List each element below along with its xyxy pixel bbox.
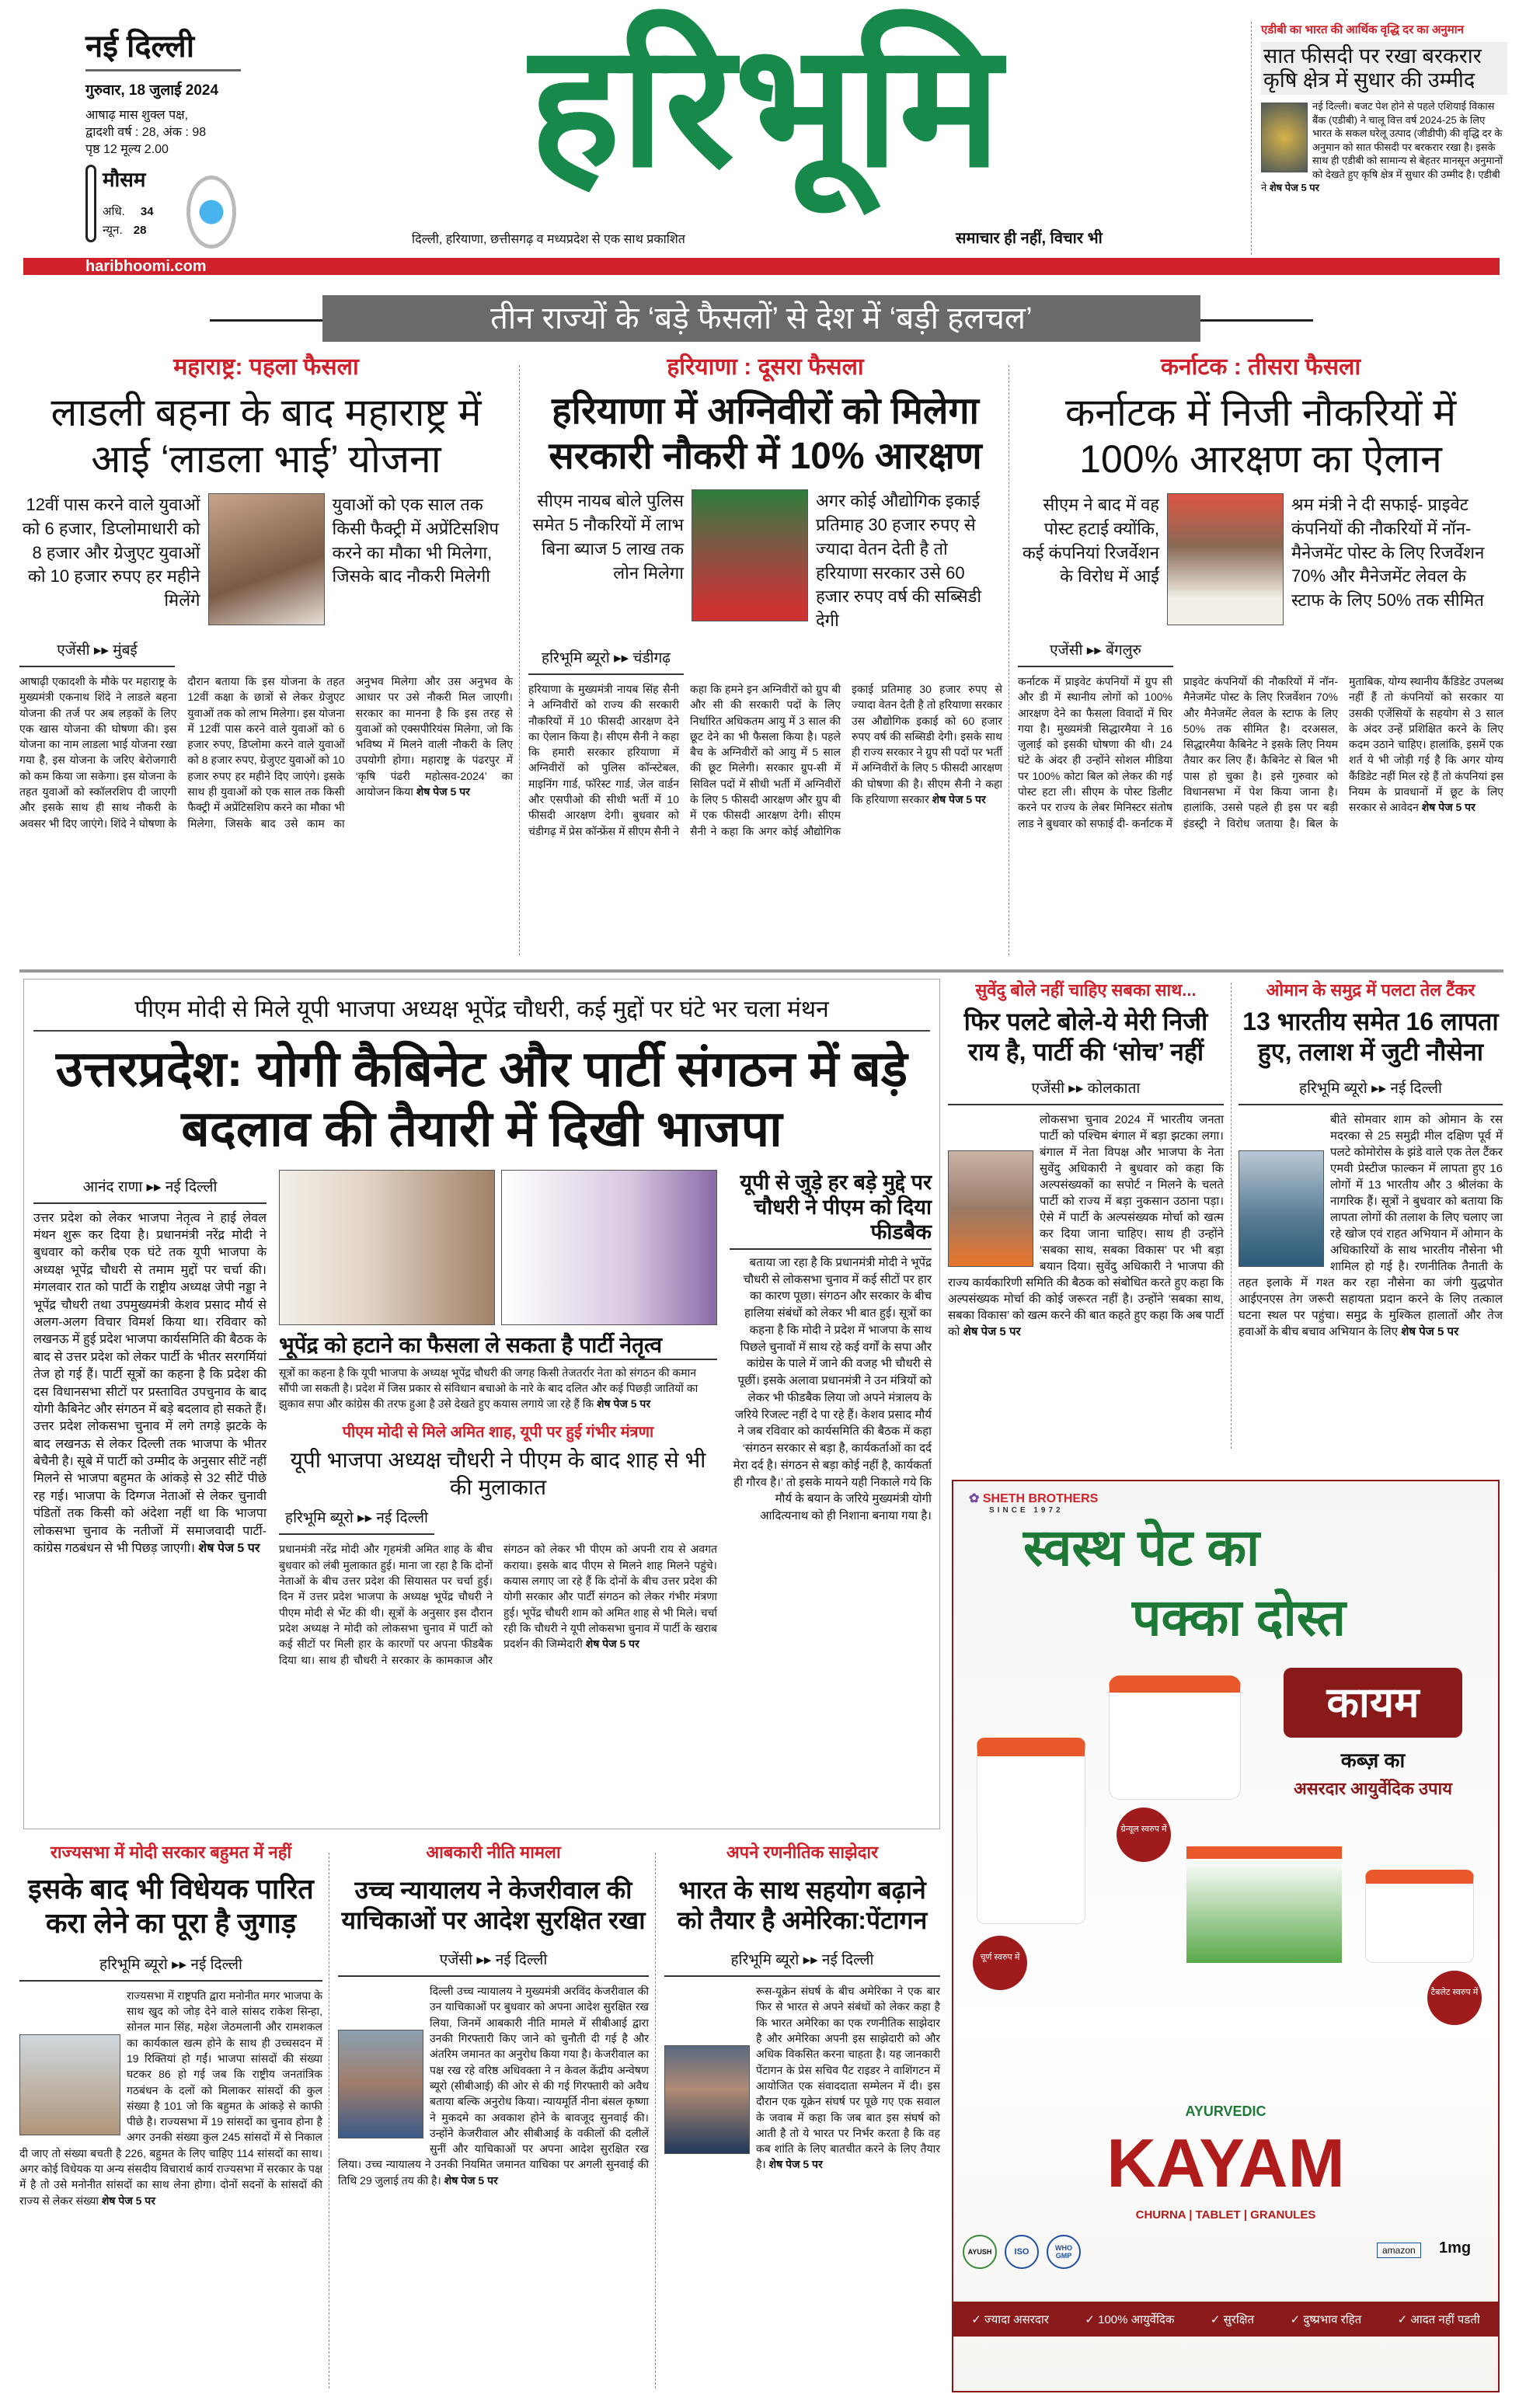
brief-suvendu — [948, 980, 1224, 1340]
story-body: लोकसभा चुनाव 2024 में भारतीय जनता पार्टी को पश्चिम बंगाल में बड़ा झटका लगा। बंगाल में नेता विपक्ष और भाजपा के नेता सुवेंदु अधिकारी ने बुधवार को कहा कि अल्पसंख्यकों का सपोर्ट न मिलने के चलते पार्टी को राज्य में बड़ा नुकसान उठाना पड़ा। ऐसे में पार्टी के अल्पसंख्यक मोर्चा को खत्म कर दिया जाना चाहिए। साथ ही उन्होंने ‘सबका साथ, सबका विकास’ पर भी बड़ा बयान दिया। सुवेंदु अधिकारी ने भाजपा की राज्य कार्यकारिणी समिति की बैठक को संबोधित करते हुए कहा कि अल्पसंख्यक मोर्चा की कोई जरूरत नहीं है। उन्होंने ‘सबका साथ, सबका विकास’ को खत्म करने की बात कहते हुए कहा कि अब पार्टी को शेष पेज 5 पर — [948, 1113, 1224, 1339]
ad-headline: पक्का दोस्त — [1132, 1589, 1347, 1646]
product-granules-jar — [1109, 1676, 1241, 1800]
story-body: दिल्ली उच्च न्यायालय ने मुख्यमंत्री अरविंद केजरीवाल की उन याचिकाओं पर बुधवार को अपना आदेश सुरक्षित रख लिया, जिनमें आबकारी नीति मामले में सीबीआई द्वारा उनकी गिरफ्तारी किए जाने को चुनौती दी गई है और अंतरिम जमानत का अनुरोध किया गया है। केजरीवाल का पक्ष रख रहे वरिष्ठ अधिवक्ता ने न केवल केंद्रीय अन्वेषण ब्यूरो (सीबीआई) की ओर से की गई गिरफ्तारी को अवैध बताया बल्कि अनुरोध किया। न्यायमूर्ति नीना बंसल कृष्णा ने मुकदमे का अवकाश होने के बावजूद सुनवाई की। उन्होंने केजरीवाल और सीबीआई के वकीलों की दलीलें सुनीं और याचिकाओं पर अपना आदेश सुरक्षित रख लिया। उच्च न्यायालय ने उनकी नियमित जमानत याचिका पर अगली सुनवाई की तिथि 29 जुलाई तय की है। शेष पेज 5 पर — [338, 1985, 649, 2187]
story-kicker: राज्यसभा में मोदी सरकार बहुमत में नहीं — [50, 1843, 292, 1862]
story-kicker: आबकारी नीति मामला — [426, 1843, 561, 1862]
photo-modi-chaudhary — [279, 1170, 495, 1325]
story-deck: सीएम ने बाद में वह पोस्ट हटाई क्योंकि, कई कंपनियां रिजर्वेशन के विरोध में आईं — [1022, 495, 1159, 586]
continued-link[interactable]: शेष पेज 5 पर — [1401, 1325, 1459, 1339]
story-kicker: ओमान के समुद्र में पलटा तेल टैंकर — [1266, 980, 1475, 1000]
badge-churna: चूर्ण स्वरुप में — [973, 1936, 1027, 1990]
issue-number: द्वादशी वर्ष : 28, अंक : 98 — [85, 126, 207, 139]
ad-brand-hindi: कायम — [1284, 1668, 1462, 1738]
bottom-story-kejriwal — [338, 1843, 649, 2188]
continued-link[interactable]: शेष पेज 5 पर — [198, 1542, 260, 1556]
benefit-item: ✓ 100% आयुर्वेदिक — [1085, 2312, 1175, 2326]
column-divider — [655, 1853, 656, 2389]
weather-label: मौसम — [103, 168, 146, 191]
sub-body: सूत्रों का कहना है कि यूपी भाजपा के अध्यक्ष भूपेंद्र चौधरी की जगह किसी तेजतर्रार नेता को संगठन की कमान सौंपी जा सकती है। प्रदेश में जिस प्रकार से संविधान बचाओ के नारे के बाद दलित और कई पिछड़ी जातियों का झुकाव सपा और कांग्रेस की तरफ हुआ है उसे देखते हुए कयास लगाये जा रहे हैं कि शेष पेज 5 पर — [279, 1366, 699, 1411]
max-temp: 34 — [140, 205, 154, 218]
ad-tagline: कब्ज़ का — [1340, 1749, 1406, 1772]
ear-body: नई दिल्ली। बजट पेश होने से पहले एशियाई विकास बैंक (एडीबी) ने चालू वित्त वर्ष 2024-25 के लिए भारत के सकल घरेलू उत्पाद (जीडीपी) की वृद्धि दर के अनुमान को सात फीसदी पर बरकरार रखा है। इसके साथ ही एडीबी को सामान्य से बेहतर मानसून अनुमानों को देखते हुए कृषि क्षेत्र में सुधार की उम्मीद है। एडीबी ने शेष पेज 5 पर — [1261, 100, 1503, 194]
gmp-badge-icon: WHO GMP — [1047, 2235, 1081, 2269]
state-story-karnataka — [1018, 353, 1503, 831]
story-body: कर्नाटक में प्राइवेट कंपनियों में ग्रुप सी और डी में स्थानीय लोगों को 100% आरक्षण देने का फैसला विवादों में घिर गया है। मुख्यमंत्री सिद्धारमैया ने 16 जुलाई को इसकी घोषणा की थी। 24 घंटे के अंदर ही उन्होंने सोशल मीडिया पर 100% कोटा बिल को लेकर की गई पोस्ट हटा ली। सीएम के पोस्ट डिलीट करने पर राज्य के लेबर मिनिस्टर संतोष लाड ने बुधवार को सफाई दी- कर्नाटक में प्राइवेट कंपनियों की नौकरियों में नॉन-मैनेजमेंट पोस्ट के लिए रिजर्वेशन 70% और मैनेजमेंट लेवल के स्टाफ के लिए 50% तक सीमित है। दरअसल, सिद्धारमैया कैबिनेट ने इसके लिए नियम तैयार कर लिए हैं। कैबिनेट से बिल भी पास हो चुका है। इसे गुरुवार को विधानसभा में पेश किया जाना है। हालांकि, उससे पहले ही इस पर बड़ी इंडस्ट्री ने विरोध जताया है। बिल के मुताबिक, योग्य स्थानीय कैंडिडेट उपलब्ध नहीं हैं तो कंपनियों को सरकार या उसकी एजेंसियों के सहयोग से 3 साल के अंदर उन्हें प्रशिक्षित करने के लिए कदम उठाने चाहिए। हालांकि, इसमें एक शर्त ये भी जोड़ी गई है कि अगर योग्य कैंडिडेट नहीं मिल रहे हैं तो कंपनियां इस नियम के प्रावधानों में छूट के लिए सरकार से आवेदन शेष पेज 5 पर — [1018, 675, 1503, 830]
ear-kicker: एडीबी का भारत की आर्थिक वृद्धि दर का अनुमान — [1261, 23, 1464, 37]
lead-body: उत्तर प्रदेश को लेकर भाजपा नेतृत्व ने हाई लेवल मंथन शुरू कर दिया है। प्रधानमंत्री नरेंद्र मोदी ने बुधवार को करीब एक घंटे तक यूपी भाजपा के अध्यक्ष भूपेंद्र चौधरी से तमाम मुद्दों पर चर्चा की। मंगलवार रात को पार्टी के राष्ट्रीय अध्यक्ष जेपी नड्डा ने भूपेंद्र चौधरी तथा उपमुख्यमंत्री केशव प्रसाद मौर्य से अलग-अलग विचार विमर्श किया था। रविवार को लखनऊ में हुई प्रदेश भाजपा कार्यसमिति की बैठक के बाद से उत्तर प्रदेश को लेकर पार्टी के भीतर सरगर्मियां तेज हो गई हैं। पार्टी सूत्रों का कहना है कि प्रदेश की दस विधानसभा सीटों पर प्रस्तावित उपचुनाव के बाद योगी कैबिनेट और संगठन में बड़े बदलाव हो सकते हैं। उत्तर प्रदेश लोकसभा चुनाव में लगे तगड़े झटके के बाद लखनऊ से लेकर दिल्ली तक भाजपा के भीतर बेचैनी है। सूबे में पार्टी को उम्मीद के अनुसार सीटें नहीं मिलने से भाजपा बहुमत के आंकड़े से 32 सीटें पीछे रह गई। भाजपा के दिग्गज नेताओं से लेकर चुनावी पंडितों तक किसी को अंदेशा नहीं था कि भाजपा लोकसभा चुनाव के नतीजों में समाजवादी पार्टी-कांग्रेस गठबंधन से भी पिछड़ जाएगी। शेष पेज 5 पर — [33, 1211, 267, 1556]
photo-nayab-saini — [692, 489, 808, 621]
cloud-icon — [186, 176, 236, 249]
brief-oman-tanker — [1239, 980, 1503, 1340]
max-label: अधि. — [103, 205, 125, 218]
pages-price: पृष्ठ 12 मूल्य 2.00 — [85, 143, 169, 156]
continued-link[interactable]: शेष पेज 5 पर — [768, 2158, 823, 2171]
min-label: न्यून. — [103, 224, 123, 237]
photo-suvendu-adhikari — [948, 1150, 1033, 1267]
benefit-item: ✓ आदत नहीं पडती — [1397, 2312, 1480, 2326]
masthead-info — [85, 23, 241, 250]
story-deck: युवाओं को एक साल तक किसी फैक्ट्री में अप्रेंटिसशिप करने का मौका भी मिलेगा, जिसके बाद नौकरी मिलेगी — [332, 495, 500, 586]
story-kicker: सुवेंदु बोले नहीं चाहिए सबका साथ... — [975, 980, 1197, 1000]
story-headline[interactable]: 13 भारतीय समेत 16 लापता हुए, तलाश में जुटी नौसेना — [1242, 1007, 1499, 1066]
benefit-item: ✓ सुरक्षित — [1210, 2312, 1255, 2326]
photo-parliament — [19, 2034, 120, 2135]
continued-link[interactable]: शेष पेज 5 पर — [963, 1325, 1021, 1339]
story-body: बीते सोमवार शाम को ओमान के रस मदरका से 25 समुद्री मील दक्षिण पूर्व में पलटे कोमोरोस के झंडे वाले एक तेल टैंकर एमवी प्रेस्टीज फाल्कन में लापता हुए 16 लोगों में 13 भारतीय और 3 श्रीलंका के नागरिक हैं। सूत्रों ने बुधवार को बताया कि लापता लोगों की तलाश के लिए चलाए जा रहे खोज एवं राहत अभियान में ओमान के अधिकारियों के साथ भारतीय नौसेना भी शामिल हो गई है। रणनीतिक तैनाती के तहत इलाके में गश्त कर रहा नौसेना का जंगी युद्धपोत आईएनएस तेग जरूरी सहायता प्रदान करने के लिए तत्काल घटना स्थल पर पहुंचा। समुद्र के मुश्किल हालातों और तेज हवाओं के बीच बचाव अभियान के लिए शेष पेज 5 पर — [1239, 1113, 1503, 1339]
story-body: हरियाणा के मुख्यमंत्री नायब सिंह सैनी ने अग्निवीरों को राज्य की सरकारी नौकरियों में 10 फीसदी आरक्षण देने का ऐलान किया है। सीएम सैनी ने कहा कि हमारी सरकार हरियाणा में अग्निवीरों को पुलिस कॉन्स्टेबल, माइनिंग गार्ड, फॉरेस्ट गार्ड, जेल वार्डन और एसपीओ की सीधी भर्ती में 10 फीसदी आरक्षण देगी। बुधवार को चंडीगढ़ में प्रेस कॉन्फ्रेंस में सीएम सैनी ने कहा कि हमने इन अग्निवीरों को ग्रुप बी और सी की सरकारी पदों के लिए निर्धारित अधिकतम आयु में 3 साल की छूट देने का भी फैसला किया है। पहले बैच के अग्निवीरों को आयु में 5 साल की छूट मिलेगी। सरकार ग्रुप-सी में सिविल पदों में सीधी भर्ती में अग्निवीरों के लिए 5 फीसदी आरक्षण और ग्रुप बी में एक फीसदी आरक्षण देगी। सीएम सैनी ने कहा कि अगर कोई औद्योगिक इकाई प्रतिमाह 30 हजार रुपए से ज्यादा वेतन देती है तो हरियाणा सरकार उस औद्योगिक इकाई को 60 हजार रुपए वर्ष की सब्सिडी देगी। इसके साथ ही राज्य सरकार ने ग्रुप सी पदों पर भर्ती में अग्निवीरों के लिए 5 फीसदी आरक्षण की घोषणा की है। सीएम सैनी ने कहा कि हरियाणा सरकार शेष पेज 5 पर — [528, 682, 1002, 837]
continued-link[interactable]: शेष पेज 5 पर — [585, 1637, 639, 1651]
ayush-badge-icon: AYUSH — [963, 2235, 997, 2269]
story-headline[interactable]: भारत के साथ सहयोग बढ़ाने को तैयार है अमेरिका:पेंटागन — [677, 1876, 928, 1934]
badge-tablet: टैबलेट स्वरुप में — [1427, 1971, 1482, 2025]
photo-kejriwal — [338, 2030, 423, 2138]
hindu-date: आषाढ़ मास शुक्ल पक्ष, — [85, 109, 189, 122]
red-strip — [23, 258, 1500, 275]
shah-body: प्रधानमंत्री नरेंद्र मोदी और गृहमंत्री अमित शाह के बीच बुधवार को लंबी मुलाकात हुई। माना जा रहा है कि दोनों नेताओं के बीच उत्तर प्रदेश की सियासत पर चर्चा हुई। दिन में उत्तर प्रदेश भाजपा के अध्यक्ष भूपेंद्र चौधरी ने पीएम मोदी से भेंट की थी। सूत्रों के अनुसार इस दौरान प्रदेश अध्यक्ष ने मोदी को लोकसभा चुनाव में पार्टी को कई सीटों पर मिली हार के कारणों पर अपना फीडबैक दिया था। साथ ही चौधरी ने सरकार के कामकाज और संगठन को लेकर भी पीएम को अपनी राय से अवगत कराया। इसके बाद पीएम से मिलने शाह मिलने पहुंचे। कयास लगाए जा रहे हैं कि दोनों के बीच उत्तर प्रदेश की योगी सरकार और पार्टी संगठन को लेकर गंभीर मंत्रणा हुई। भूपेंद्र चौधरी शाम को अमित शाह से भी मिले। चर्चा रही कि चौधरी ने यूपी लोकसभा चुनाव में पार्टी के खराब प्रदर्शन की जिम्मेदारी शेष पेज 5 पर — [279, 1543, 717, 1666]
tagline: समाचार ही नहीं, विचार भी — [956, 230, 1103, 247]
section-rule — [19, 969, 1503, 973]
story-kicker: कर्नाटक : तीसरा फैसला — [1160, 354, 1361, 380]
continued-link[interactable]: शेष पेज 5 पर — [932, 793, 986, 806]
story-deck: सीएम नायब बोले पुलिस समेत 5 नौकरियों में लाभ बिना ब्याज 5 लाख तक लोन मिलेगा — [532, 491, 684, 583]
min-temp: 28 — [133, 224, 147, 237]
iso-badge-icon: ISO — [1005, 2235, 1039, 2269]
story-deck: श्रम मंत्री ने दी सफाई- प्राइवेट कंपनियों की नौकरियों में नॉन-मैनेजमेंट पोस्ट के लिए रिजर्वेशन 70% और मैनेजमेंट लेवल के स्टाफ के लिए 50% तक सीमित — [1291, 495, 1485, 611]
state-story-maharashtra — [19, 353, 513, 831]
edition-city: नई दिल्ली — [85, 23, 241, 71]
byline: एजेंसी ▸▸ नई दिल्ली — [338, 1943, 649, 1977]
story-headline[interactable]: इसके बाद भी विधेयक पारित करा लेने का पूरा है जुगाड़ — [28, 1873, 314, 1939]
side-headline[interactable]: यूपी से जुड़े हर बड़े मुद्दे पर चौधरी ने पीएम को दिया फीडबैक — [730, 1170, 932, 1250]
story-deck: अगर कोई औद्योगिक इकाई प्रतिमाह 30 हजार रुपए से ज्यादा वेतन देती है तो हरियाणा सरकार उसे 60 हजार रुपए वर्ष की सब्सिडी देगी — [816, 491, 982, 631]
ad-tagline: असरदार आयुर्वेदिक उपाय — [1293, 1779, 1453, 1798]
byline: एजेंसी ▸▸ कोलकाता — [948, 1071, 1224, 1105]
state-story-haryana — [528, 353, 1002, 839]
story-headline[interactable]: कर्नाटक में निजी नौकरियों में 100% आरक्षण का ऐलान — [1064, 391, 1457, 481]
story-kicker: महाराष्ट्र: पहला फैसला — [173, 354, 359, 380]
logo: हरिभूमि — [529, 10, 1002, 201]
thermometer-icon — [85, 165, 96, 242]
shah-kicker: पीएम मोदी से मिले अमित शाह, यूपी पर हुई गंभीर मंत्रणा — [342, 1424, 654, 1442]
product-tablet-jar — [1365, 1870, 1474, 1963]
photo-tanker — [1239, 1150, 1324, 1267]
ad-variants: CHURNA | TABLET | GRANULES — [1135, 2208, 1316, 2222]
continued-link[interactable]: शेष पेज 5 पर — [1421, 801, 1475, 814]
continued-link[interactable]: शेष पेज 5 पर — [101, 2194, 155, 2207]
story-deck: 12वीं पास करने वाले युवाओं को 6 हजार, डिप्लोमाधारी को 8 हजार और ग्रेजुएट युवाओं को 10 हजार रुपए हर महीने मिलेंगे — [22, 495, 200, 611]
story-body: आषाढ़ी एकादशी के मौके पर महाराष्ट्र के मुख्यमंत्री एकनाथ शिंदे ने लाडले बहना योजना की तर्ज पर अब लड़कों के लिए एक खास योजना की घोषणा की। इस योजना का नाम लाडला भाई योजना रखा गया है, इस योजना के जरिए बेरोजगारी को कम किया जा सकेगा। इस योजना के तहत युवाओं को स्कॉलरशिप दी जाएगी और इसके साथ ही साथ नौकरी के अवसर भी दिए जाएंगे। शिंदे ने घोषणा के दौरान बताया कि इस योजना के तहत 12वीं कक्षा के छात्रों से लेकर ग्रेजुएट युवाओं तक को लाभ मिलेगा। इस योजना में 12वीं पास करने वाले युवाओं को 6 हजार रुपए, डिप्लोमा करने वाले युवाओं को 8 हजार रुपए, ग्रेजुएट युवाओं को 10 हजार रुपए हर महीने दिए जाएंगे। इसके साथ ही युवाओं को एक साल तक किसी फैक्ट्री में अप्रेंटिसशिप करने का मौका भी मिलेगा, जिसके बाद उसे काम का अनुभव मिलेगा और उस अनुभव के आधार पर उसे नौकरी मिल जाएगी। सरकार का मानना है कि इस तरह से युवाओं को एक्सपीरियंस मिलेगा, जो कि भविष्य में मिलने वाली नौकरी के लिए उपयोगी होगा। महाराष्ट्र के पंढरपुर में ‘कृषि पंढरी महोत्सव-2024’ का आयोजन किया शेष पेज 5 पर — [19, 675, 513, 830]
ad-benefits-bar — [953, 2302, 1498, 2337]
byline: एजेंसी ▸▸ बेंगलुरु — [1018, 633, 1173, 667]
onemg-logo: 1mg — [1439, 2239, 1472, 2257]
side-body: बताया जा रहा है कि प्रधानमंत्री मोदी ने भूपेंद्र चौधरी से लोकसभा चुनाव में कई सीटों पर हार का कारण पूछा। संगठन और सरकार के बीच हालिया संबंधों को लेकर भी बात हुई। सूत्रों का कहना है कि मोदी ने प्रदेश में भाजपा के साथ पिछले चुनावों में साथ रहे कई वर्गों के सपा और कांग्रेस के पाले में जाने की वजह भी चौधरी से पूछीं। इसके अलावा प्रधानमंत्री ने उन मंत्रियों को लेकर भी फीडबैक लिया जो अपने मंत्रालय के जरिये रिजल्ट नहीं दे पा रहे हैं। केशव प्रसाद मौर्य ने जब रविवार को कार्यसमिति की बैठक में कहा ‘संगठन सरकार से बड़ा है, कार्यकर्ताओं का दर्द मेरा दर्द है। संगठन से बड़ा कोई नहीं है, कार्यकर्ता ही गौरव है।’ तो इसके मायने यही निकाले गये कि मौर्य के बयान के जरिये मुख्यमंत्री योगी आदित्यनाथ को ही निशाना बनाया गया है। — [733, 1255, 932, 1523]
continued-link[interactable]: शेष पेज 5 पर — [416, 785, 470, 799]
benefit-item: ✓ दुष्प्रभाव रहित — [1290, 2312, 1362, 2326]
photo-eknath-shinde — [208, 493, 325, 625]
ad-headline: स्वस्थ पेट का — [1023, 1519, 1260, 1576]
continued-link[interactable]: शेष पेज 5 पर — [1269, 182, 1319, 194]
sub-headline[interactable]: भूपेंद्र को हटाने का फैसला ले सकता है पार्टी नेतृत्व — [279, 1331, 717, 1360]
story-headline[interactable]: लाडली बहना के बाद महाराष्ट्र में आई ‘लाडला भाई’ योजना — [51, 391, 482, 481]
byline: आनंद राणा ▸▸ नई दिल्ली — [33, 1170, 267, 1204]
story-headline[interactable]: हरियाणा में अग्निवीरों को मिलेगा सरकारी नौकरी में 10% आरक्षण — [549, 391, 982, 477]
lead-story — [23, 979, 940, 1829]
ear-photo — [1261, 103, 1308, 172]
story-kicker: हरियाणा : दूसरा फैसला — [667, 354, 864, 380]
ad-since: SINCE 1972 — [989, 1506, 1064, 1515]
ad-brand-logo: KAYAM — [1106, 2124, 1345, 2201]
column-divider — [1231, 983, 1232, 1449]
editions-line: दिल्ली, हरियाणा, छत्तीसगढ़ व मध्यप्रदेश से एक साथ प्रकाशित — [412, 233, 685, 246]
shah-headline[interactable]: यूपी भाजपा अध्यक्ष चौधरी ने पीएम के बाद शाह से भी की मुलाकात — [290, 1448, 706, 1500]
byline: हरिभूमि ब्यूरो ▸▸ नई दिल्ली — [19, 1947, 322, 1982]
website-link[interactable]: haribhoomi.com — [85, 258, 207, 275]
bottom-story-pentagon — [664, 1843, 940, 2173]
photo-siddaramaiah — [1167, 493, 1284, 625]
story-headline[interactable]: फिर पलटे बोले-ये मेरी निजी राय है, पार्टी की ‘सोच’ नहीं — [963, 1007, 1208, 1066]
byline: हरिभूमि ब्यूरो ▸▸ चंडीगढ़ — [528, 641, 684, 675]
continued-link[interactable]: शेष पेज 5 पर — [597, 1397, 651, 1411]
byline: हरिभूमि ब्यूरो ▸▸ नई दिल्ली — [1239, 1071, 1503, 1105]
story-kicker: अपने रणनीतिक साझेदार — [726, 1843, 879, 1862]
product-churna-jar — [977, 1738, 1085, 1924]
kayam-advertisement[interactable] — [952, 1480, 1500, 2392]
lead-overline: पीएम मोदी से मिले यूपी भाजपा अध्यक्ष भूपेंद्र चौधरी, कई मुद्दों पर घंटे भर चला मंथन — [33, 986, 930, 1032]
continued-link[interactable]: शेष पेज 5 पर — [444, 2173, 498, 2187]
flower-logo-icon: ✿ — [969, 1492, 983, 1505]
story-headline[interactable]: उच्च न्यायालय ने केजरीवाल की याचिकाओं पर आदेश सुरक्षित रखा — [341, 1876, 646, 1934]
amazon-logo: amazon — [1377, 2243, 1421, 2258]
ear-headline: सात फीसदी पर रखा बरकरार कृषि क्षेत्र में सुधार की उम्मीद — [1261, 42, 1507, 95]
column-divider — [519, 365, 520, 955]
lead-headline[interactable]: उत्तरप्रदेश: योगी कैबिनेट और पार्टी संगठन में बड़े बदलाव की तैयारी में दिखी भाजपा — [56, 1041, 908, 1157]
benefit-item: ✓ ज्यादा असरदार — [971, 2312, 1049, 2326]
photo-pat-ryder — [664, 2045, 750, 2154]
ear-panel — [1251, 22, 1507, 255]
byline: हरिभूमि ब्यूरो ▸▸ नई दिल्ली — [664, 1943, 940, 1977]
bottom-story-rajya-sabha — [19, 1843, 322, 2208]
banner-headline: तीन राज्यों के ‘बड़े फैसलों’ से देश में ‘बड़ी हलचल’ — [322, 295, 1200, 342]
product-tablet-box — [1186, 1846, 1342, 1963]
badge-granule: ग्रेन्यूल स्वरुप में — [1117, 1808, 1171, 1862]
weather-box — [85, 165, 241, 250]
photo-nadda-chaudhary — [501, 1170, 717, 1325]
ad-ayurvedic: AYURVEDIC — [1185, 2104, 1266, 2119]
byline: एजेंसी ▸▸ मुंबई — [19, 633, 175, 667]
edition-date: गुरुवार, 18 जुलाई 2024 — [85, 82, 219, 99]
byline: हरिभूमि ब्यूरो ▸▸ नई दिल्ली — [279, 1501, 434, 1535]
ad-company: SHETH BROTHERS — [982, 1492, 1099, 1505]
story-body: रूस-यूक्रेन संघर्ष के बीच अमेरिका ने एक बार फिर से भारत से अपने संबंधों को लेकर कहा है कि भारत अमेरिका का एक रणनीतिक साझेदार है और अमेरिका अपनी इस साझेदारी को और अधिक विकसित करना चाहता है। यह जानकारी पेंटागन के प्रेस सचिव पैट राइडर ने वाशिंगटन में आयोजित एक संवाददाता सम्मेलन में दी। इस दौरान एक यूक्रेन संघर्ष पर पूछे गए एक सवाल के जवाब में कहा कि जब बात इस संघर्ष को आती है तो ये भारत पर निर्भर करता है कि वह कब शांति के लिए बातचीत करने के लिए तैयार है। शेष पेज 5 पर — [756, 1985, 940, 2171]
story-body: राज्यसभा में राष्ट्रपति द्वारा मनोनीत मगर भाजपा के साथ खुद को जोड़ देने वाले सांसद राकेश सिन्हा, सोनल मान सिंह, महेश जेठमलानी और रामशकल का कार्यकाल खत्म होने के साथ ही उच्चसदन में 19 रिक्तियां हो गईं। भाजपा सांसदों की संख्या घटकर 86 हो गई जब कि राष्ट्रीय जनतांत्रिक गठबंधन के दलों को मिलाकर सांसदों की कुल संख्या है 101 जो कि बहुमत के आंकड़े से काफी पीछे है। राज्यसभा में 19 सांसदों का चुनाव होना है अगर उनकी संख्या कुल 245 सांसदों में से निकाल दी जाए तो संख्या बचती है 226, बहुमत के लिए चाहिए 114 सांसदों का साथ। अगर कोई विधेयक या अन्य संसदीय विचारार्थ कार्य राज्यसभा में सरकार के पक्ष में है तो उसे मनोनीत सांसदों का साथ लेना होगा। दोनों सदनों के सांसदों की राज्य से लेकर संख्या शेष पेज 5 पर — [19, 1989, 322, 2207]
